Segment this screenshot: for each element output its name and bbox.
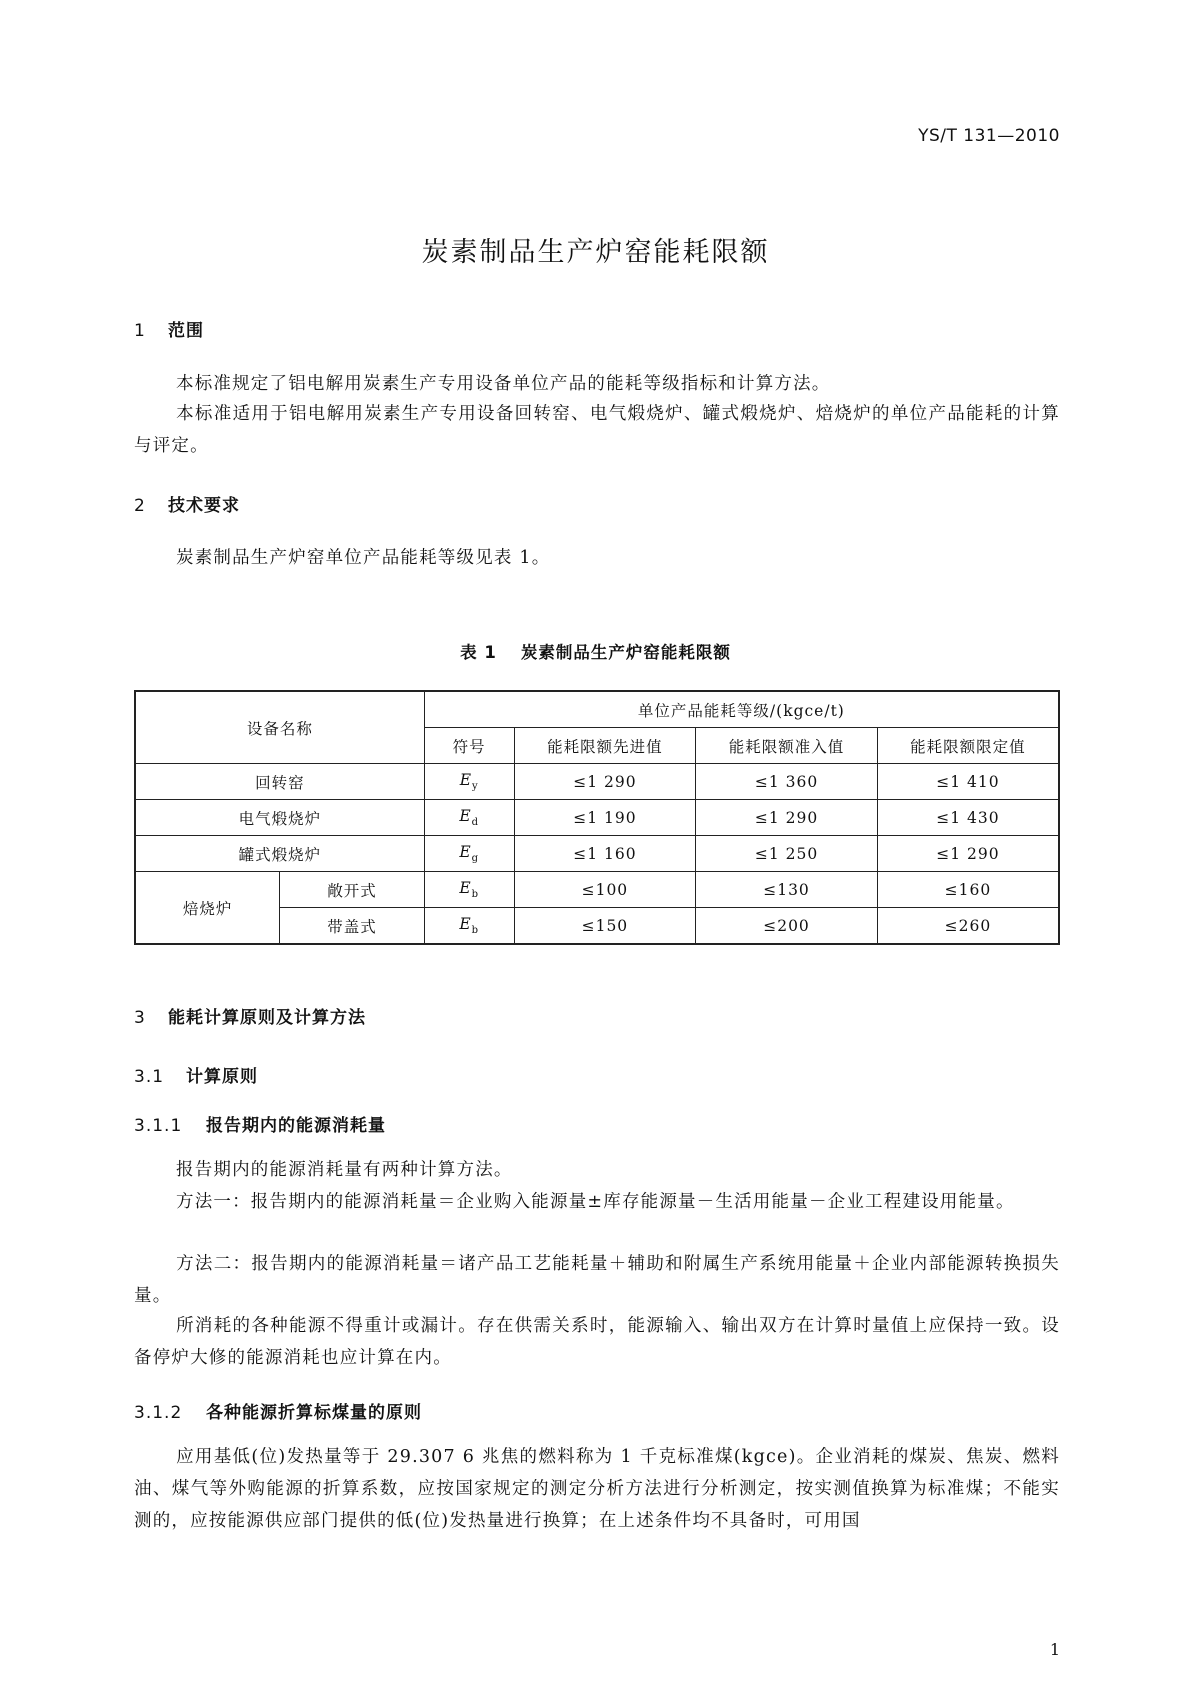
advanced-value: ≤1 290: [514, 764, 696, 800]
table-row: [135, 800, 1059, 836]
entry-value: ≤1 360: [696, 764, 878, 800]
limit-value: ≤160: [877, 872, 1059, 908]
paragraph: 方法二：报告期内的能源消耗量＝诸产品工艺能耗量＋辅助和附属生产系统用能量＋企业内部能源转换损失量。: [134, 1254, 1060, 1306]
table-row: [135, 764, 1059, 800]
section-number: 3.1.2: [134, 1403, 183, 1423]
standard-number: YS/T 131—2010: [918, 126, 1060, 146]
header-advanced-value: 能耗限额先进值: [514, 728, 696, 764]
paragraph: 报告期内的能源消耗量有两种计算方法。: [176, 1160, 513, 1180]
equipment-name: 回转窑: [135, 764, 424, 800]
symbol: $E_g$: [424, 836, 514, 872]
symbol: $E_d$: [424, 800, 514, 836]
limit-value: ≤1 290: [877, 836, 1059, 872]
entry-value: ≤1 290: [696, 800, 878, 836]
section-3-heading: [134, 1003, 366, 1028]
section-3-1-heading: [134, 1062, 258, 1087]
paragraph: 所消耗的各种能源不得重计或漏计。存在供需关系时，能源输入、输出双方在计算时量值上应保持一致。设备停炉大修的能源消耗也应计算在内。: [134, 1316, 1060, 1368]
symbol: $E_y$: [424, 764, 514, 800]
document-title: 炭素制品生产炉窑能耗限额: [421, 237, 770, 268]
table-row: [135, 872, 1059, 908]
advanced-value: ≤1 160: [514, 836, 696, 872]
section-2-heading: [134, 491, 240, 516]
section-number: 3.1.1: [134, 1116, 183, 1136]
entry-value: ≤130: [696, 872, 878, 908]
header-energy-grade: 单位产品能耗等级/(kgce/t): [424, 691, 1059, 728]
section-title: 计算原则: [186, 1067, 258, 1087]
symbol: $E_b$: [424, 908, 514, 945]
limit-value: ≤1 430: [877, 800, 1059, 836]
equipment-subtype: 带盖式: [280, 908, 425, 945]
equipment-name: 罐式煅烧炉: [135, 836, 424, 872]
section-title: 能耗计算原则及计算方法: [168, 1008, 366, 1028]
table-caption: [0, 639, 1191, 663]
limit-value: ≤1 410: [877, 764, 1059, 800]
equipment-name: 焙烧炉: [135, 872, 280, 945]
paragraph: 方法一：报告期内的能源消耗量＝企业购入能源量±库存能源量－生活用能量－企业工程建设用能量。: [176, 1192, 1015, 1212]
table-number: 表 1: [460, 643, 497, 662]
symbol: $E_b$: [424, 872, 514, 908]
table-row: [135, 836, 1059, 872]
section-number: 2: [134, 496, 146, 516]
header-limit-value: 能耗限额限定值: [877, 728, 1059, 764]
section-3-1-2-heading: [134, 1398, 422, 1423]
paragraph: 本标准规定了铝电解用炭素生产专用设备单位产品的能耗等级指标和计算方法。: [176, 374, 831, 394]
section-title: 报告期内的能源消耗量: [206, 1116, 386, 1136]
header-entry-value: 能耗限额准入值: [696, 728, 878, 764]
section-1-heading: [134, 316, 204, 341]
section-number: 3.1: [134, 1067, 165, 1087]
section-3-1-1-heading: [134, 1111, 386, 1136]
header-symbol: 符号: [424, 728, 514, 764]
entry-value: ≤200: [696, 908, 878, 945]
section-number: 1: [134, 321, 146, 341]
header-equipment-name: 设备名称: [135, 691, 424, 764]
table-title: 炭素制品生产炉窑能耗限额: [520, 643, 731, 662]
advanced-value: ≤100: [514, 872, 696, 908]
paragraph: 炭素制品生产炉窑单位产品能耗等级见表 1。: [176, 548, 551, 568]
limit-value: ≤260: [877, 908, 1059, 945]
section-title: 范围: [168, 321, 204, 341]
paragraph: 应用基低(位)发热量等于 29.307 6 兆焦的燃料称为 1 千克标准煤(kgce)。企业消耗的煤炭、焦炭、燃料油、煤气等外购能源的折算系数，应按国家规定的测定分析方法进行分析测定，按实测值换算为标准煤；不能实测的，应按能源供应部门提供的低(位)发热量进行换算；在上述条件均不具备时，可用国: [134, 1447, 1060, 1531]
entry-value: ≤1 250: [696, 836, 878, 872]
energy-limit-table: [134, 690, 1060, 945]
equipment-subtype: 敞开式: [280, 872, 425, 908]
page-number: 1: [1049, 1640, 1060, 1659]
section-title: 技术要求: [168, 496, 240, 516]
equipment-name: 电气煅烧炉: [135, 800, 424, 836]
advanced-value: ≤150: [514, 908, 696, 945]
paragraph: 本标准适用于铝电解用炭素生产专用设备回转窑、电气煅烧炉、罐式煅烧炉、焙烧炉的单位产品能耗的计算与评定。: [134, 404, 1060, 456]
section-title: 各种能源折算标煤量的原则: [206, 1403, 422, 1423]
section-number: 3: [134, 1008, 146, 1028]
advanced-value: ≤1 190: [514, 800, 696, 836]
